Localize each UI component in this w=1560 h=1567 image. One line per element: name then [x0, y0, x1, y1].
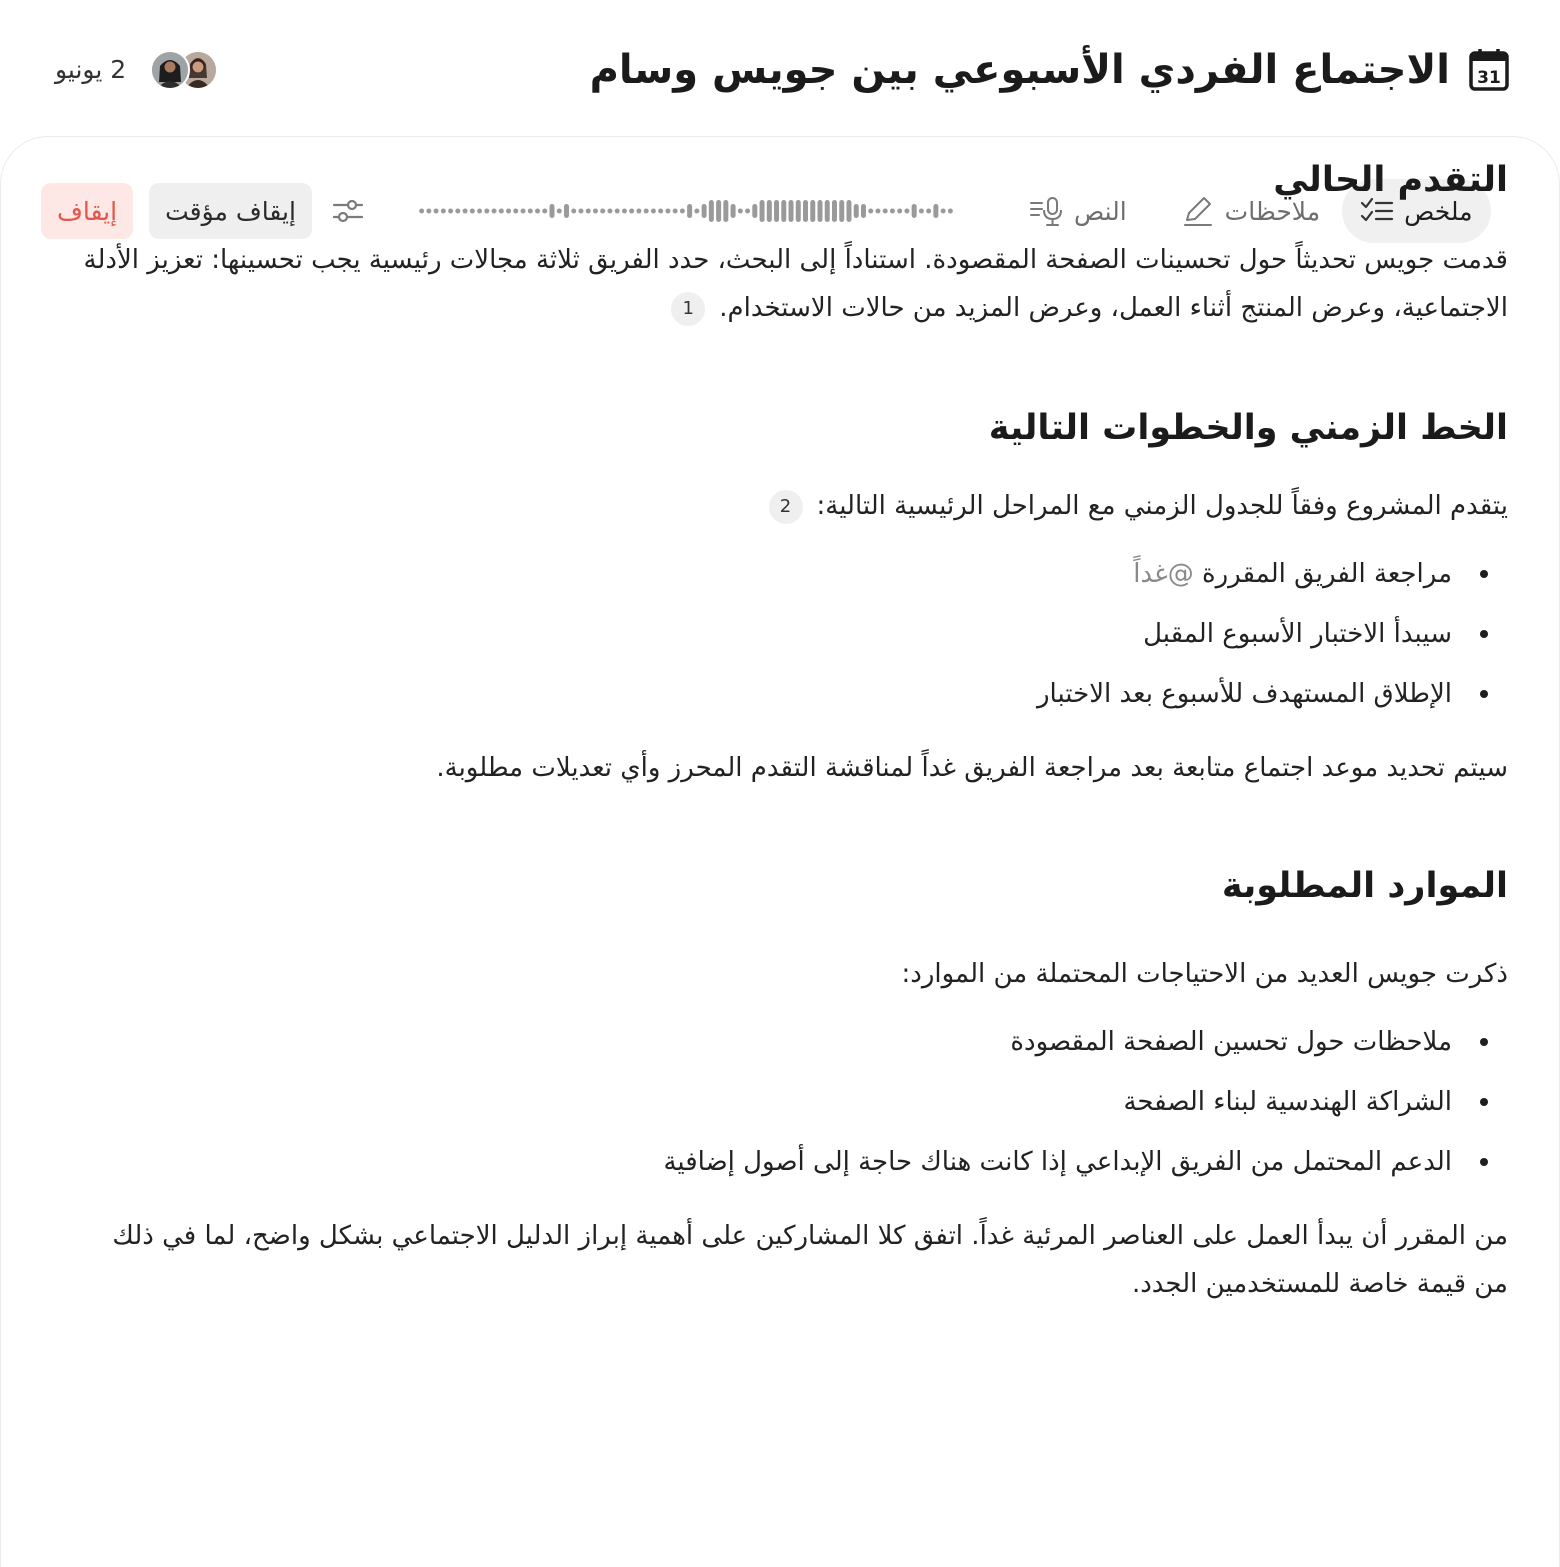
date-mention[interactable]: @غداً [1133, 559, 1194, 589]
meeting-header [0, 0, 1560, 138]
page-title: الاجتماع الفردي الأسبوعي بين جويس وسام [589, 47, 1450, 93]
tab-transcript-label: النص [1073, 196, 1127, 226]
meeting-date: 2 يونيو [55, 54, 127, 84]
list-item [74, 544, 1508, 604]
timeline-outro: سيتم تحديد موعد اجتماع متابعة بعد مراجعة الفريق غداً لمناقشة التقدم المحرز وأي تعديلات مطلوبة. [436, 753, 1508, 783]
progress-text: قدمت جويس تحديثاً حول تحسينات الصفحة المقصودة. استناداً إلى البحث، حدد الفريق ثلاثة مجالات رئيسية يجب تحسينها: تعزيز الأدلة الاجتماعية، وعرض المنتج أثناء العمل، وعرض المزيد من حالات الاستخدام. [83, 245, 1508, 323]
citation-badge[interactable]: 1 [671, 292, 705, 326]
calendar-icon [1468, 48, 1510, 92]
stop-button[interactable]: إيقاف [41, 183, 133, 239]
timeline-list [74, 544, 1508, 724]
list-item: الدعم المحتمل من الفريق الإبداعي إذا كانت هناك حاجة إلى أصول إضافية [74, 1132, 1508, 1192]
progress-paragraph [74, 236, 1508, 332]
timeline-intro [74, 482, 1508, 530]
pause-button[interactable]: إيقاف مؤقت [149, 183, 312, 239]
participant-avatars[interactable] [152, 50, 218, 88]
resources-outro: من المقرر أن يبدأ العمل على العناصر المرئية غداً. اتفق كلا المشاركين على أهمية إبراز الدليل الاجتماعي بشكل واضح، لما في ذلك من قيمة خاصة للمستخدمين الجدد. [112, 1221, 1508, 1299]
title-area [590, 40, 1510, 100]
resources-list [74, 1012, 1508, 1192]
tab-summary-label: ملخص [1404, 196, 1473, 226]
citation-badge[interactable]: 2 [769, 490, 803, 524]
list-item-text: مراجعة الفريق المقررة [1202, 559, 1452, 589]
summary-content [74, 150, 1508, 1308]
calendar-day: 31 [1477, 68, 1501, 88]
list-item: الإطلاق المستهدف للأسبوع بعد الاختبار [74, 664, 1508, 724]
tab-notes-label: ملاحظات [1224, 196, 1321, 226]
section-heading-resources: الموارد المطلوبة [1221, 866, 1508, 906]
avatar[interactable] [150, 50, 190, 90]
timeline-intro-text: يتقدم المشروع وفقاً للجدول الزمني مع المراحل الرئيسية التالية: [816, 491, 1508, 521]
resources-intro: ذكرت جويس العديد من الاحتياجات المحتملة من الموارد: [901, 959, 1508, 989]
section-heading-progress: التقدم الحالي [1273, 160, 1508, 200]
list-item: ملاحظات حول تحسين الصفحة المقصودة [74, 1012, 1508, 1072]
section-heading-timeline: الخط الزمني والخطوات التالية [988, 408, 1508, 448]
list-item: سيبدأ الاختبار الأسبوع المقبل [74, 604, 1508, 664]
list-item: الشراكة الهندسية لبناء الصفحة [74, 1072, 1508, 1132]
meeting-meta [55, 46, 218, 92]
